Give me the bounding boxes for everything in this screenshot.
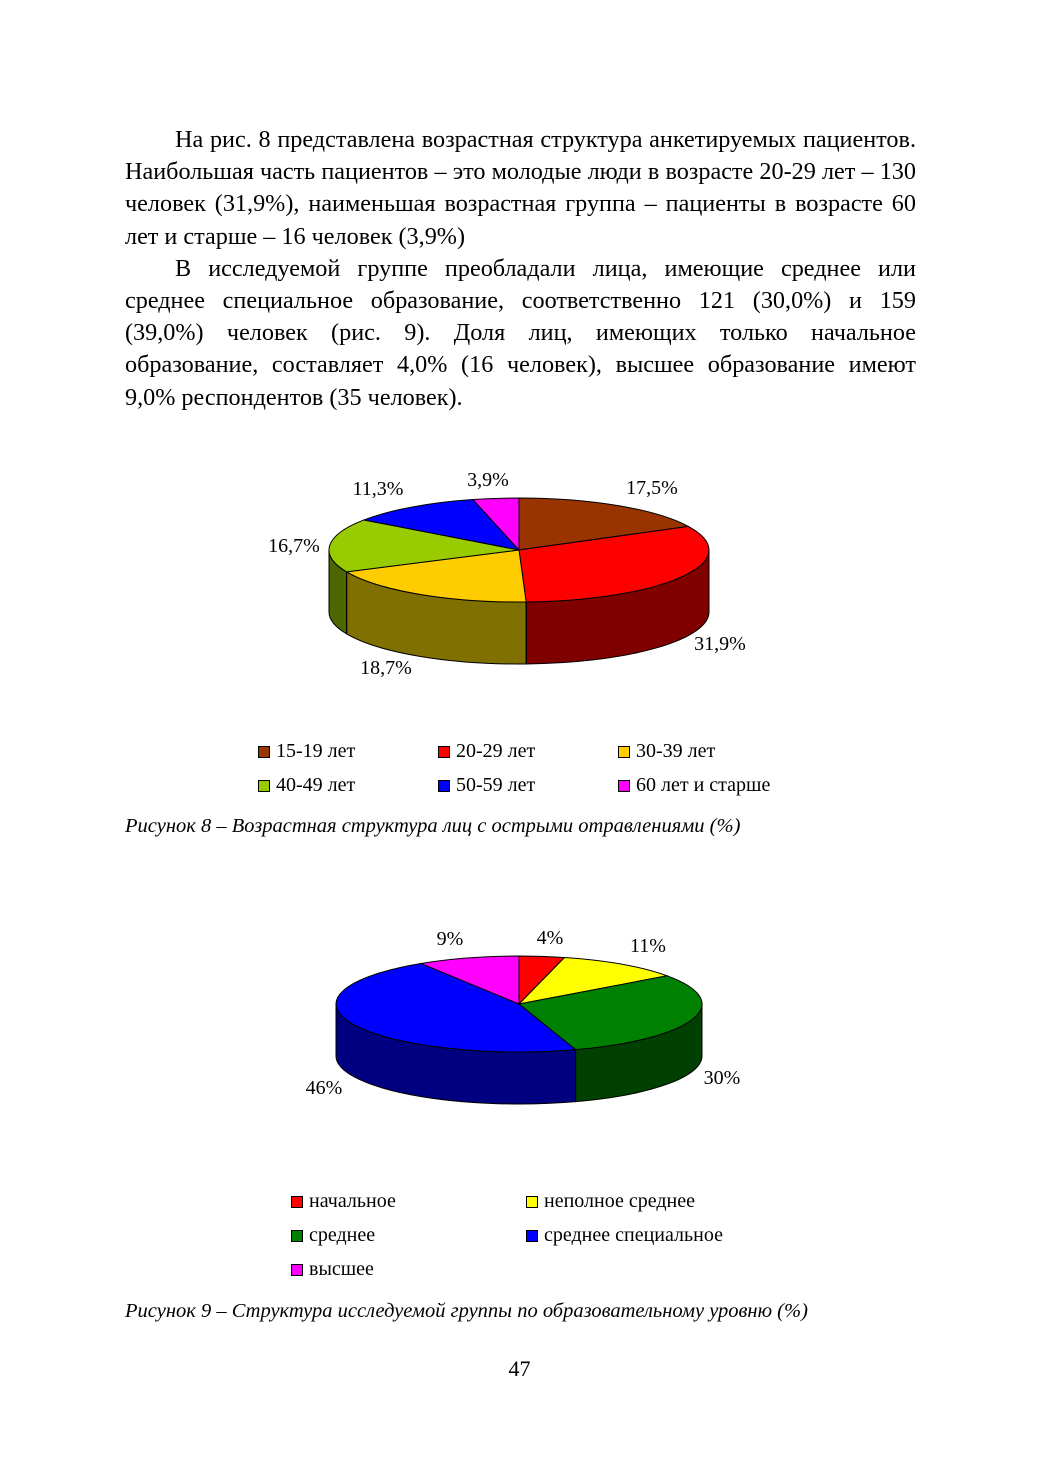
legend-item-50-59-лет xyxy=(438,774,618,797)
legend-swatch xyxy=(258,780,270,792)
pie-label-60-лет-и-старше: 3,9% xyxy=(467,469,509,491)
education-structure-pie-chart xyxy=(0,920,1039,1140)
legend-swatch xyxy=(291,1230,303,1242)
figure-9-caption: Рисунок 9 – Структура исследуемой группы по образовательному уровню (%) xyxy=(125,1300,808,1322)
legend-item-высшее xyxy=(291,1258,526,1281)
legend-label: 50-59 лет xyxy=(456,774,536,796)
legend-swatch xyxy=(291,1196,303,1208)
legend-swatch xyxy=(618,746,630,758)
legend-item-60-лет-и-старше xyxy=(618,774,818,797)
legend-item-начальное xyxy=(291,1190,526,1213)
legend-item-40-49-лет xyxy=(258,774,438,797)
legend-swatch xyxy=(526,1196,538,1208)
legend-item-среднее-специальное xyxy=(526,1224,766,1247)
legend-swatch xyxy=(526,1230,538,1242)
pie-label-30-39-лет: 18,7% xyxy=(360,657,412,679)
legend-label: высшее xyxy=(309,1258,374,1280)
legend-item-неполное-среднее xyxy=(526,1190,766,1213)
age-structure-legend xyxy=(258,740,818,797)
legend-label: начальное xyxy=(309,1190,396,1212)
legend-item-15-19-лет xyxy=(258,740,438,763)
legend-item-среднее xyxy=(291,1224,526,1247)
paragraph-education-structure: В исследуемой группе преобладали лица, имеющие среднее или среднее специальное образование, соответственно 121 (30,0%) и 159 (39,0%) человек (рис. 9). Доля лиц, имеющих только начальное образование, составляет 4,0% (16 человек), высшее образование имеют 9,0% респондентов (35 человек). xyxy=(125,254,916,411)
pie-label-40-49-лет: 16,7% xyxy=(268,535,320,557)
legend-label: неполное среднее xyxy=(544,1190,695,1212)
legend-item-30-39-лет xyxy=(618,740,818,763)
legend-label: среднее специальное xyxy=(544,1224,723,1246)
figure-8-caption: Рисунок 8 – Возрастная структура лиц с острыми отравлениями (%) xyxy=(125,815,741,837)
education-structure-legend xyxy=(291,1190,766,1281)
legend-label: 30-39 лет xyxy=(636,740,716,762)
pie-label-неполное-среднее: 11% xyxy=(630,935,666,957)
legend-label: среднее xyxy=(309,1224,376,1246)
legend-swatch xyxy=(291,1264,303,1276)
legend-label: 15-19 лет xyxy=(276,740,356,762)
legend-swatch xyxy=(258,746,270,758)
pie-label-среднее-специальное: 46% xyxy=(305,1077,343,1099)
legend-swatch xyxy=(618,780,630,792)
legend-item-20-29-лет xyxy=(438,740,618,763)
legend-swatch xyxy=(438,780,450,792)
body-text xyxy=(125,124,916,414)
pie-label-начальное: 4% xyxy=(536,927,564,949)
pie-label-среднее: 30% xyxy=(703,1067,741,1089)
age-structure-pie-chart xyxy=(0,460,1039,710)
paragraph-age-structure: На рис. 8 представлена возрастная структура анкетируемых пациентов. Наибольшая часть пациентов – это молодые люди в возрасте 20-29 лет – 130 человек (31,9%), наименьшая возрастная группа – пациенты в возрасте 60 лет и старше – 16 человек (3,9%) xyxy=(125,126,916,250)
pie-label-50-59-лет: 11,3% xyxy=(352,478,404,500)
legend-label: 20-29 лет xyxy=(456,740,536,762)
legend-label: 40-49 лет xyxy=(276,774,356,796)
legend-label: 60 лет и старше xyxy=(636,774,771,796)
legend-swatch xyxy=(438,746,450,758)
pie-label-высшее: 9% xyxy=(436,928,464,950)
page-number: 47 xyxy=(508,1356,531,1381)
pie-label-15-19-лет: 17,5% xyxy=(626,477,678,499)
pie-label-20-29-лет: 31,9% xyxy=(694,633,746,655)
